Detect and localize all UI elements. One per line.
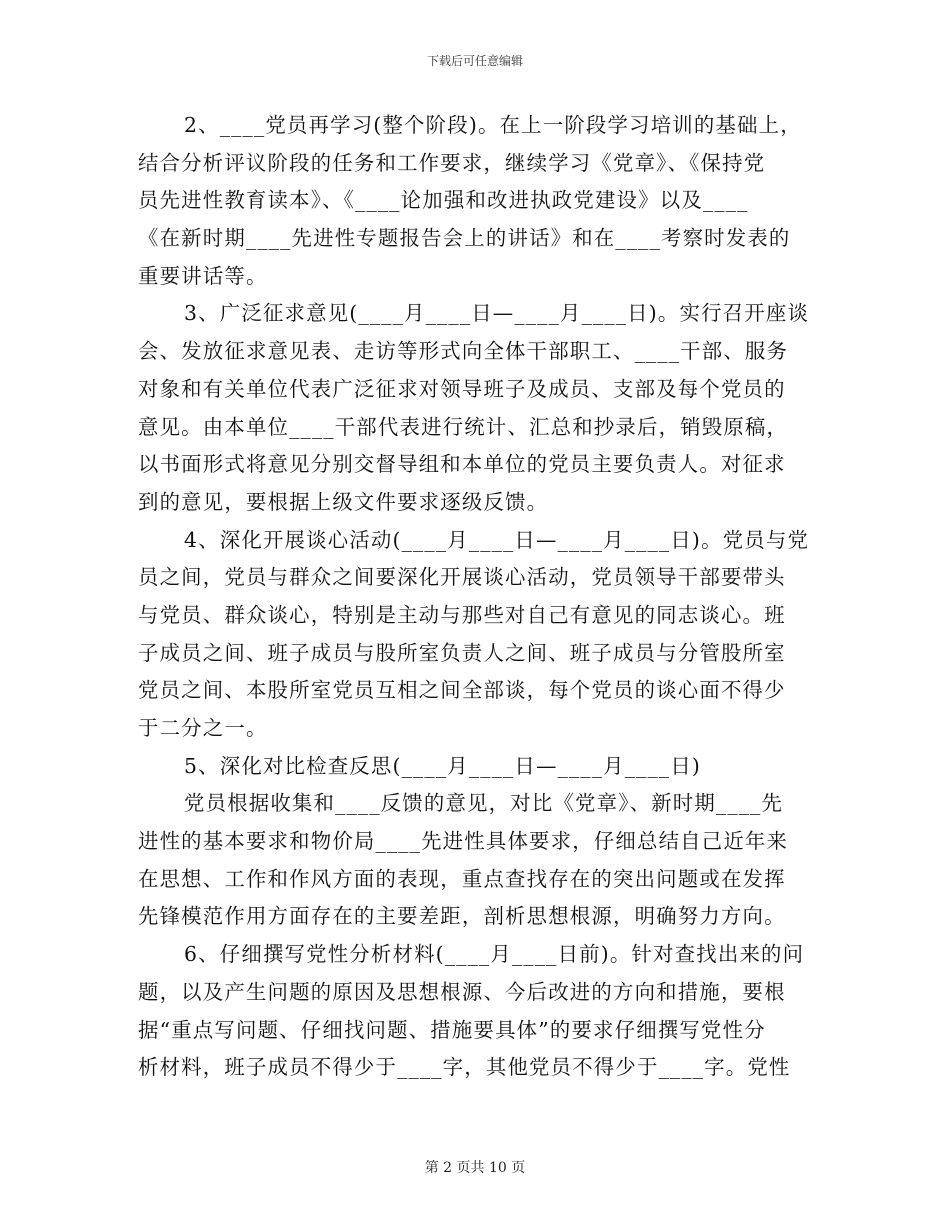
text-line: 党员根据收集和____反馈的意见，对比《党章》、新时期____先 [184,791,784,816]
text-line: 2、____党员再学习(整个阶段)。在上一阶段学习培训的基础上， [184,113,802,137]
document-body [138,107,810,1087]
paragraph [138,785,810,936]
text-line: 析材料，班子成员不得少于____字，其他党员不得少于____字。党性 [138,1055,791,1080]
page-footer: 第 2 页共 10 页 [424,1160,526,1176]
text-line: 子成员之间、班子成员与股所室负责人之间、班子成员与分管股所室 [138,640,786,665]
text-line: 员先进性教育读本》、《____论加强和改进执政党建设》以及____ [138,188,749,213]
text-line: 《在新时期____先进性专题报告会上的讲话》和在____考察时发表的 [138,226,791,251]
text-line: 进性的基本要求和物价局____先进性具体要求，仔细总结自己近年来 [138,829,789,854]
text-line: 于二分之一。 [138,716,268,740]
paragraph [138,936,810,1087]
text-line: 意见。由本单位____干部代表进行统计、汇总和抄录后，销毁原稿， [138,414,789,439]
text-line: 据“重点写问题、仔细找问题、措施要具体”的要求仔细撰写党性分 [138,1017,766,1042]
text-line: 党员之间、本股所室党员互相之间全部谈，每个党员的谈心面不得少 [138,678,786,703]
text-line: 对象和有关单位代表广泛征求对领导班子及成员、支部及每个党员的 [138,376,786,401]
text-line: 5、深化对比检查反思(____月____日—____月____日) [184,753,702,778]
page-header: 下载后可任意编辑 [426,54,523,68]
text-line: 题，以及产生问题的原因及思想根源、今后改进的方向和措施，要根 [138,979,786,1004]
paragraph [138,748,810,786]
text-line: 先锋模范作用方面存在的主要差距，剖析思想根源，明确努力方向。 [138,904,786,929]
text-line: 与党员、群众谈心，特别是主动与那些对自己有意见的同志谈心。班 [138,602,786,627]
text-line: 重要讲话等。 [138,263,268,288]
text-line: 以书面形式将意见分别交督导组和本单位的党员主要负责人。对征求 [138,452,786,477]
paragraph [138,295,810,521]
text-line: 结合分析评议阶段的任务和工作要求，继续学习《党章》、《保持党 [138,150,766,175]
text-line: 3、广泛征求意见(____月____日—____月____日)。实行召开座谈 [184,301,810,326]
text-line: 4、深化开展谈心活动(____月____日—____月____日)。党员与党 [184,527,810,552]
text-line: 在思想、工作和作风方面的表现，重点查找存在的突出问题或在发挥 [138,866,786,891]
text-line: 会、发放征求意见表、走访等形式向全体干部职工、____干部、服务 [138,339,789,364]
paragraph [138,107,810,295]
text-line: 到的意见，要根据上级文件要求逐级反馈。 [138,489,549,514]
paragraph [138,522,810,748]
text-line: 6、仔细撰写党性分析材料(____月____日前)。针对查找出来的问 [184,942,805,967]
text-line: 员之间，党员与群众之间要深化开展谈心活动，党员领导干部要带头 [138,565,786,590]
